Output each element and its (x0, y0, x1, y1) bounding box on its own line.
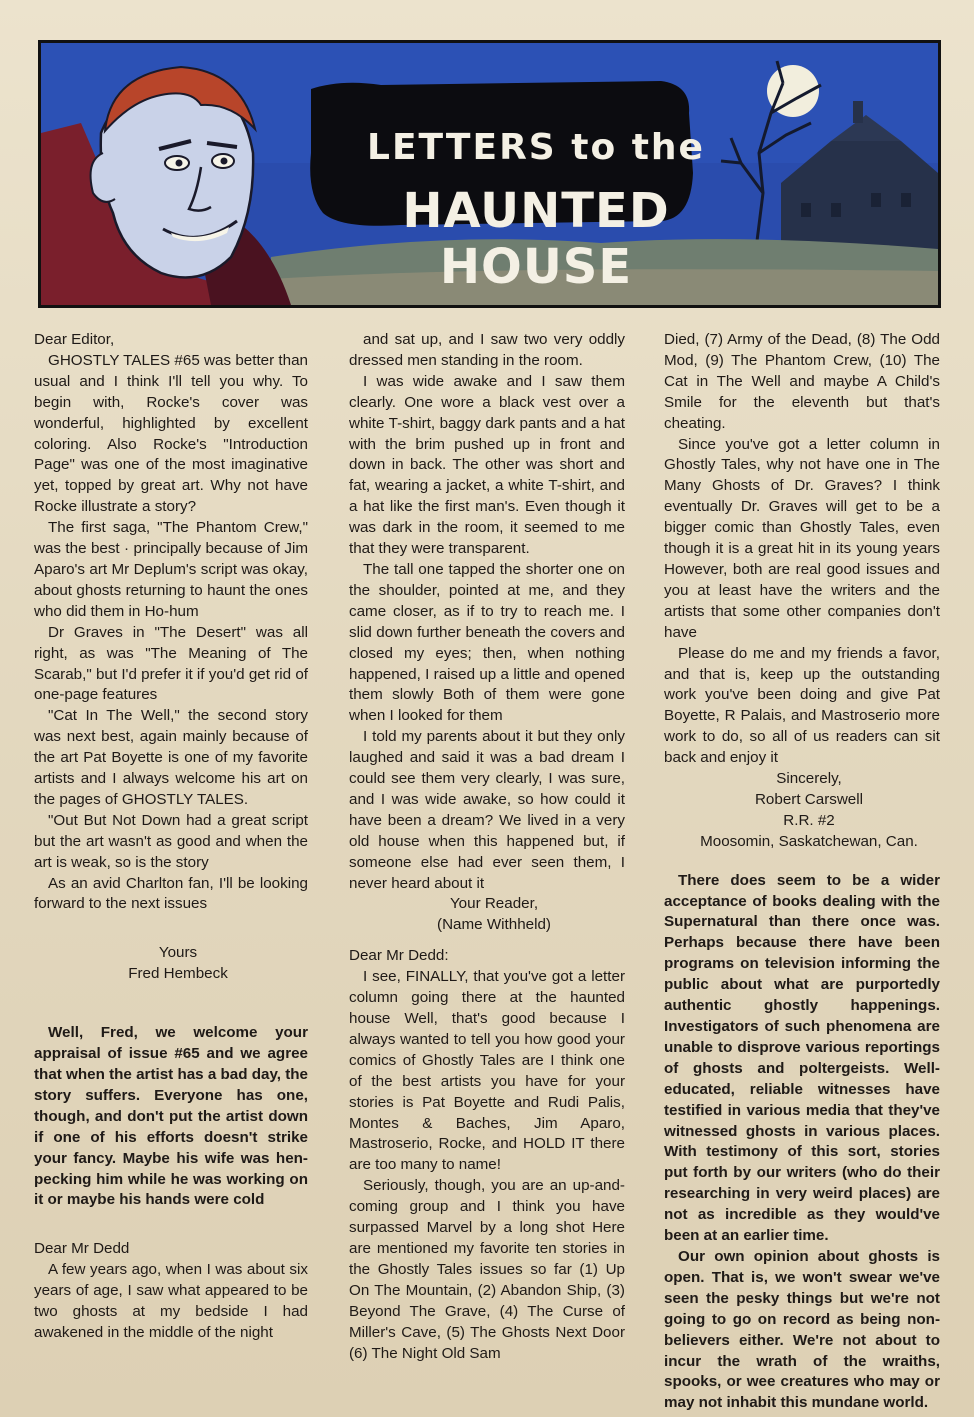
text-column-2 (349, 330, 625, 1364)
letter-paragraph: The first saga, "The Phantom Crew," was the best · principally because of Jim Aparo's art Mr Deplum's script was okay, about ghosts returning to haunt the ones who did them in Ho-hum (34, 519, 308, 620)
letter-paragraph: Seriously, though, you are an up-and-coming group and I think you have surpassed Marvel by a long shot Here are mentioned my favorite ten stories in the Ghostly Tales issues so far (1) Up On The Mountain, (2) Abandon Ship, (3) Beyond The Grave, (4) The Curse of Miller's Cave, (5) The Ghosts Next Door (6) The Night Old Sam (349, 1177, 625, 1362)
letter-paragraph: Since you've got a letter column in Ghostly Tales, why not have one in The Many Ghosts of Dr. Graves? I think eventually Dr. Graves will get to be a bigger comic than Ghostly Tales, even though it is a great hit in its young years However, both are real good issues and you at least have the writers and the artists that some other companies don't have (664, 435, 940, 641)
editor-reply: There does seem to be a wider acceptance of books dealing with the Supernatural than there once was. Perhaps because there have been programs on television informing the public about what are purportedly authentic ghostly happenings. Investigators of such phenomena are unable to disprove various reportings of ghosts and poltergeists. Well-educated, reliable witnesses have testified in various media that they've witnessed ghosts in various places. With testimony of this sort, stories put forth by our writers (who do their researching in very weird places) are not as incredible as they would've been at an earlier time. (664, 871, 940, 1245)
text-column-3 (664, 330, 940, 1414)
letter-salutation: Dear Mr Dedd (34, 1240, 130, 1258)
letter-paragraph: Dr Graves in "The Desert" was all right, as was "The Meaning of The Scarab," but I'd prefer it if you'd get rid of one-page features (34, 623, 308, 704)
letter-paragraph: As an avid Charlton fan, I'll be looking forward to the next issues (34, 874, 308, 913)
letter-salutation: Dear Editor, (34, 331, 115, 348)
letter-paragraph: "Cat In The Well," the second story was next best, again mainly because of the art Pat Boyette is one of my favorite artists and I always welcome his art on the pages of GHOSTLY TALES. (34, 707, 308, 808)
header-title-line1: LETTERS to the (367, 127, 705, 168)
letter-address-line: R.R. #2 (783, 811, 835, 829)
letter-closing: Sincerely, (776, 770, 842, 788)
letter-signature: Fred Hembeck (128, 965, 228, 983)
letter-paragraph: I see, FINALLY, that you've got a letter column going there at the haunted house Well, that's good because I always wanted to tell you how good your comics of Ghostly Tales are I think one of the best artists you have for your stories is Pat Boyette and Rudi Palis, Montes & Baches, Jim Aparo, Mastroserio, Rocke, and HOLD IT there are too many to name! (349, 968, 625, 1174)
letter-signature: (Name Withheld) (437, 916, 551, 934)
letter-paragraph: Died, (7) Army of the Dead, (8) The Odd Mod, (9) The Phantom Crew, (10) The Cat in The Well and maybe A Child's Smile for the eleventh but that's cheating. (664, 331, 940, 432)
letter-closing: Your Reader, (449, 895, 539, 913)
letter-paragraph: A few years ago, when I was about six years of age, I saw what appeared to be two ghosts at my bedside I had awakened in the middle of the night (34, 1261, 308, 1341)
letter-paragraph: Please do me and my friends a favor, and that is, keep up the outstanding work you've been doing and give Pat Boyette, R Palais, and Mastroserio more work to do, so all of us readers can sit back and enjoy it (664, 644, 940, 767)
editor-reply: Well, Fred, we welcome your appraisal of issue #65 and we agree that when the artist has a bad day, the story suffers. Everyone has one, though, and don't put the artist down if one of his efforts doesn't strike your fancy. Maybe his wife was hen-pecking him while he was working on it or maybe his hands were cold (34, 1024, 308, 1209)
letter-paragraph: The tall one tapped the shorter one on the shoulder, pointed at me, and they came closer, as if to try to reach me. I slid down further beneath the covers and closed my eyes; then, when nothing happened, I raised up a little and opened them slowly Both of them were gone when I looked for them (349, 560, 625, 725)
text-column-1 (34, 330, 308, 1344)
letter-closing: Yours (158, 944, 198, 962)
editor-reply: Our own opinion about ghosts is open. That is, we won't swear we've seen the pesky things but we're not going to go on record as being non-believers either. We're not about to incur the wrath of the wraiths, spooks, or wee creatures who may or may not inhabit this mundane world. (664, 1247, 940, 1412)
letter-paragraph: and sat up, and I saw two very oddly dressed men standing in the room. (349, 331, 625, 369)
letter-paragraph: I told my parents about it but they only laughed and said it was a bad dream I could see them very clearly, I was sure, and I was wide awake, so how could it have been a dream? We lived in a very old house when this happened but, if someone else had ever seen them, I never heard about it (349, 728, 625, 892)
letter-address-line: Moosomin, Saskatchewan, Can. (700, 832, 918, 850)
letter-paragraph: GHOSTLY TALES #65 was better than usual and I think I'll tell you why. To begin with, Rocke's cover was wonderful, highlighted by excellent coloring. Also Rocke's "Introduction Page" was one of the most imaginative yet, topped by great art. Why not have Rocke illustrate a story? (34, 351, 308, 516)
letter-paragraph: I was wide awake and I saw them clearly. One wore a black vest over a white T-shirt, baggy dark pants and a hat with the brim pushed up in front and down in back. The other was short and fat, wearing a jacket, a white T-shirt, and a hat like the first man's. Even though it was dark in the room, it seemed to me that they were transparent. (349, 372, 625, 558)
header-title-line2: HAUNTED HOUSE (402, 183, 670, 295)
letter-signature: Robert Carswell (754, 790, 864, 808)
letter-salutation: Dear Mr Dedd: (349, 947, 449, 965)
header-panel (38, 40, 941, 308)
letter-paragraph: "Out But Not Down had a great script but the art wasn't as good and when the art is weak, so is the story (34, 811, 308, 871)
